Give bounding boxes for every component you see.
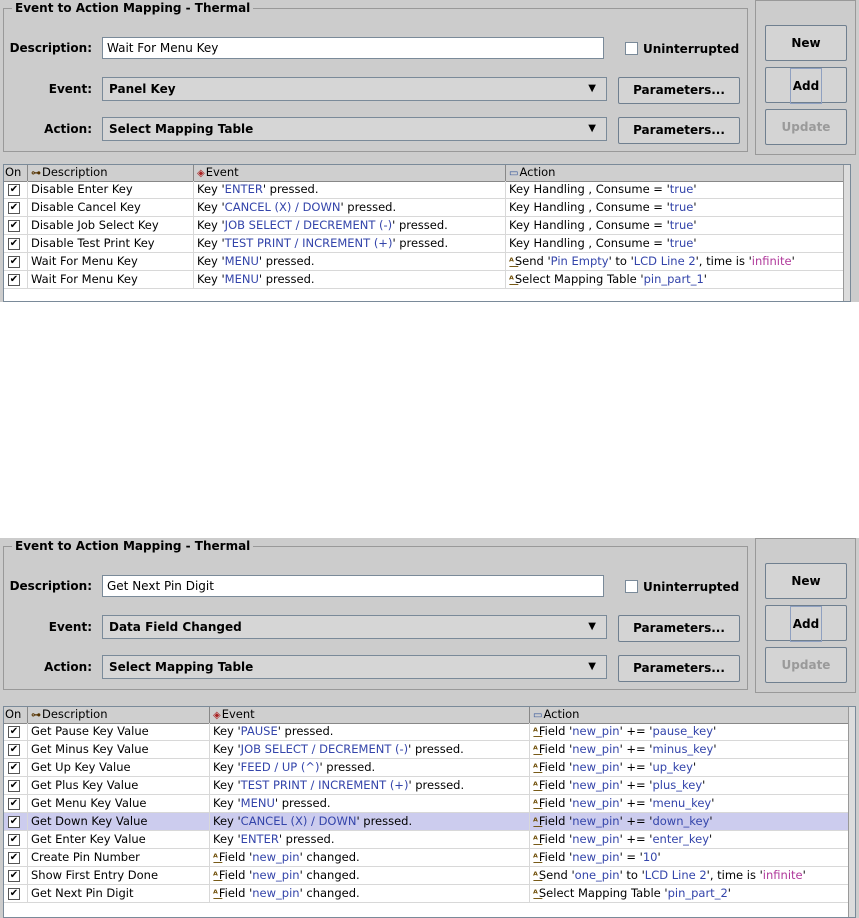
new-button[interactable]: New — [765, 563, 847, 599]
chevron-down-icon: ▼ — [588, 621, 596, 632]
table-row[interactable] — [4, 235, 850, 253]
description-cell: Get Down Key Value — [28, 813, 210, 831]
table-row[interactable] — [4, 181, 850, 199]
description-cell: Get Pause Key Value — [28, 723, 210, 741]
event-cell: Key 'CANCEL (X) / DOWN' pressed. — [194, 199, 506, 217]
action-icon: ▭ — [509, 168, 519, 179]
action-cell: Key Handling , Consume = 'true' — [506, 181, 846, 199]
event-cell: Key 'JOB SELECT / DECREMENT (-)' pressed. — [210, 741, 530, 759]
column-header-event[interactable]: ◈Event — [194, 165, 506, 181]
action-select[interactable] — [102, 117, 607, 141]
table-row[interactable] — [4, 759, 855, 777]
action-cell: Key Handling , Consume = 'true' — [506, 235, 846, 253]
field-icon: ᴬ͟ — [533, 835, 538, 846]
description-label: Description: — [9, 41, 92, 55]
on-cell — [4, 199, 28, 217]
field-icon: ᴬ͟ — [533, 799, 538, 810]
column-header-description[interactable]: ⊶Description — [28, 707, 210, 723]
table-row[interactable] — [4, 867, 855, 885]
enabled-checkbox[interactable]: ✔ — [9, 798, 19, 809]
add-button[interactable]: Add — [765, 67, 847, 103]
on-cell — [4, 885, 28, 903]
event-select[interactable] — [102, 615, 607, 639]
action-cell: ᴬ͟Field 'new_pin' += 'enter_key' — [530, 831, 851, 849]
field-icon: ᴬ͟ — [533, 871, 538, 882]
field-icon: ᴬ͟ — [533, 763, 538, 774]
column-header-on[interactable]: On — [4, 707, 28, 723]
mapping-group — [3, 539, 748, 690]
add-button[interactable]: Add — [765, 605, 847, 641]
event-icon: ◈ — [197, 168, 205, 179]
event-label: Event: — [48, 620, 92, 634]
enabled-checkbox[interactable]: ✔ — [9, 202, 19, 213]
enabled-checkbox[interactable]: ✔ — [9, 780, 19, 791]
uninterrupted-label: Uninterrupted — [643, 580, 740, 594]
on-cell — [4, 723, 28, 741]
chevron-down-icon: ▼ — [588, 661, 596, 672]
enabled-checkbox[interactable]: ✔ — [9, 852, 19, 863]
action-cell: Key Handling , Consume = 'true' — [506, 199, 846, 217]
enabled-checkbox[interactable]: ✔ — [9, 762, 19, 773]
description-cell: Disable Cancel Key — [28, 199, 194, 217]
column-header-event[interactable]: ◈Event — [210, 707, 530, 723]
mapping-group — [3, 1, 748, 152]
description-cell: Get Menu Key Value — [28, 795, 210, 813]
action-cell: ᴬ͟Field 'new_pin' = '10' — [530, 849, 851, 867]
action-cell: ᴬ͟Field 'new_pin' += 'up_key' — [530, 759, 851, 777]
action-cell: ᴬ͟Field 'new_pin' += 'plus_key' — [530, 777, 851, 795]
event-cell: Key 'MENU' pressed. — [210, 795, 530, 813]
action-label: Action: — [44, 122, 92, 136]
table-header — [4, 165, 850, 182]
field-icon: ᴬ͟ — [533, 727, 538, 738]
event-cell: Key 'ENTER' pressed. — [210, 831, 530, 849]
event-cell: Key 'MENU' pressed. — [194, 253, 506, 271]
table-row[interactable] — [4, 849, 855, 867]
action-cell: ᴬ͟Field 'new_pin' += 'pause_key' — [530, 723, 851, 741]
field-icon: ᴬ͟ — [533, 781, 538, 792]
uninterrupted-label: Uninterrupted — [643, 42, 740, 56]
uninterrupted-checkbox[interactable] — [625, 42, 739, 56]
table-row[interactable] — [4, 885, 855, 903]
action-cell: ᴬ͟Field 'new_pin' += 'down_key' — [530, 813, 851, 831]
event-cell: Key 'FEED / UP (^)' pressed. — [210, 759, 530, 777]
description-cell: Get Enter Key Value — [28, 831, 210, 849]
event-label: Event: — [48, 82, 92, 96]
event-cell: Key 'CANCEL (X) / DOWN' pressed. — [210, 813, 530, 831]
on-cell — [4, 181, 28, 199]
description-cell: Get Next Pin Digit — [28, 885, 210, 903]
mapping-panel-2 — [0, 538, 859, 918]
event-select[interactable] — [102, 77, 607, 101]
enabled-checkbox[interactable]: ✔ — [9, 744, 19, 755]
on-cell — [4, 217, 28, 235]
on-cell — [4, 777, 28, 795]
field-icon: ᴬ͟ — [533, 853, 538, 864]
new-button[interactable]: New — [765, 25, 847, 61]
description-cell: Wait For Menu Key — [28, 253, 194, 271]
column-header-action[interactable]: ▭Action — [530, 707, 851, 723]
action-parameters-button[interactable]: Parameters... — [618, 117, 740, 144]
enabled-checkbox[interactable]: ✔ — [9, 726, 19, 737]
group-title: Event to Action Mapping - Thermal — [12, 1, 253, 15]
enabled-checkbox[interactable]: ✔ — [9, 870, 19, 881]
event-cell: ᴬ͟Field 'new_pin' changed. — [210, 849, 530, 867]
table-row[interactable] — [4, 723, 855, 741]
action-cell: Key Handling , Consume = 'true' — [506, 217, 846, 235]
enabled-checkbox[interactable]: ✔ — [9, 256, 19, 267]
description-cell: Get Minus Key Value — [28, 741, 210, 759]
description-input[interactable]: Wait For Menu Key — [102, 37, 604, 59]
on-cell — [4, 795, 28, 813]
field-icon: ᴬ͟ — [213, 871, 218, 882]
checkbox-box[interactable] — [625, 42, 638, 55]
tree-icon: ⊶ — [31, 168, 41, 179]
vertical-scrollbar[interactable] — [848, 707, 855, 917]
on-cell — [4, 831, 28, 849]
table-row[interactable] — [4, 271, 850, 289]
table-row[interactable] — [4, 795, 855, 813]
action-cell: ᴬ͟Send 'Pin Empty' to 'LCD Line 2', time is 'infinite' — [506, 253, 846, 271]
field-icon: ᴬ͟ — [509, 275, 514, 286]
event-parameters-button[interactable]: Parameters... — [618, 77, 740, 104]
description-cell: Disable Enter Key — [28, 181, 194, 199]
description-cell: Disable Test Print Key — [28, 235, 194, 253]
event-select-value: Panel Key — [109, 82, 176, 96]
event-cell: Key 'JOB SELECT / DECREMENT (-)' pressed. — [194, 217, 506, 235]
field-icon: ᴬ͟ — [213, 853, 218, 864]
vertical-scrollbar[interactable] — [843, 165, 850, 301]
on-cell — [4, 741, 28, 759]
table-row[interactable] — [4, 813, 855, 831]
update-button[interactable]: Update — [765, 647, 847, 683]
field-icon: ᴬ͟ — [509, 257, 514, 268]
action-select-value: Select Mapping Table — [109, 122, 254, 136]
enabled-checkbox[interactable]: ✔ — [9, 888, 19, 899]
event-parameters-button[interactable]: Parameters... — [618, 615, 740, 642]
mapping-table — [3, 164, 851, 302]
button-group — [755, 0, 856, 155]
description-cell: Disable Job Select Key — [28, 217, 194, 235]
tree-icon: ⊶ — [31, 710, 41, 721]
on-cell — [4, 759, 28, 777]
event-cell: Key 'TEST PRINT / INCREMENT (+)' pressed. — [210, 777, 530, 795]
enabled-checkbox[interactable]: ✔ — [9, 184, 19, 195]
event-icon: ◈ — [213, 710, 221, 721]
description-cell: Get Up Key Value — [28, 759, 210, 777]
field-icon: ᴬ͟ — [533, 745, 538, 756]
update-button[interactable]: Update — [765, 109, 847, 145]
action-cell: ᴬ͟Field 'new_pin' += 'menu_key' — [530, 795, 851, 813]
description-cell: Show First Entry Done — [28, 867, 210, 885]
event-cell: ᴬ͟Field 'new_pin' changed. — [210, 867, 530, 885]
field-icon: ᴬ͟ — [533, 889, 538, 900]
action-cell: ᴬ͟Select Mapping Table 'pin_part_2' — [530, 885, 851, 903]
on-cell — [4, 253, 28, 271]
description-cell: Get Plus Key Value — [28, 777, 210, 795]
group-title: Event to Action Mapping - Thermal — [12, 539, 253, 553]
event-cell: Key 'ENTER' pressed. — [194, 181, 506, 199]
on-cell — [4, 235, 28, 253]
event-cell: Key 'TEST PRINT / INCREMENT (+)' pressed. — [194, 235, 506, 253]
action-label: Action: — [44, 660, 92, 674]
table-row[interactable] — [4, 831, 855, 849]
button-group — [755, 538, 856, 693]
description-cell: Wait For Menu Key — [28, 271, 194, 289]
description-input[interactable]: Get Next Pin Digit — [102, 575, 604, 597]
enabled-checkbox[interactable]: ✔ — [9, 274, 19, 285]
chevron-down-icon: ▼ — [588, 83, 596, 94]
table-row[interactable] — [4, 253, 850, 271]
on-cell — [4, 867, 28, 885]
mapping-panel-1 — [0, 0, 859, 302]
table-row[interactable] — [4, 777, 855, 795]
column-header-description[interactable]: ⊶Description — [28, 165, 194, 181]
on-cell — [4, 271, 28, 289]
action-parameters-button[interactable]: Parameters... — [618, 655, 740, 682]
field-icon: ᴬ͟ — [533, 817, 538, 828]
event-select-value: Data Field Changed — [109, 620, 242, 634]
table-row[interactable] — [4, 217, 850, 235]
action-cell: ᴬ͟Send 'one_pin' to 'LCD Line 2', time is 'infinite' — [530, 867, 851, 885]
checkbox-box[interactable] — [625, 580, 638, 593]
description-cell: Create Pin Number — [28, 849, 210, 867]
action-cell: ᴬ͟Field 'new_pin' += 'minus_key' — [530, 741, 851, 759]
event-cell: ᴬ͟Field 'new_pin' changed. — [210, 885, 530, 903]
on-cell — [4, 849, 28, 867]
action-cell: ᴬ͟Select Mapping Table 'pin_part_1' — [506, 271, 846, 289]
action-select-value: Select Mapping Table — [109, 660, 254, 674]
action-select[interactable] — [102, 655, 607, 679]
uninterrupted-checkbox[interactable] — [625, 580, 739, 594]
enabled-checkbox[interactable]: ✔ — [9, 816, 19, 827]
enabled-checkbox[interactable]: ✔ — [9, 220, 19, 231]
table-row[interactable] — [4, 741, 855, 759]
chevron-down-icon: ▼ — [588, 123, 596, 134]
description-label: Description: — [9, 579, 92, 593]
enabled-checkbox[interactable]: ✔ — [9, 238, 19, 249]
table-row[interactable] — [4, 199, 850, 217]
table-header — [4, 707, 855, 724]
event-cell: Key 'MENU' pressed. — [194, 271, 506, 289]
column-header-on[interactable]: On — [4, 165, 28, 181]
action-icon: ▭ — [533, 710, 543, 721]
enabled-checkbox[interactable]: ✔ — [9, 834, 19, 845]
mapping-table — [3, 706, 856, 918]
column-header-action[interactable]: ▭Action — [506, 165, 846, 181]
event-cell: Key 'PAUSE' pressed. — [210, 723, 530, 741]
field-icon: ᴬ͟ — [213, 889, 218, 900]
on-cell — [4, 813, 28, 831]
